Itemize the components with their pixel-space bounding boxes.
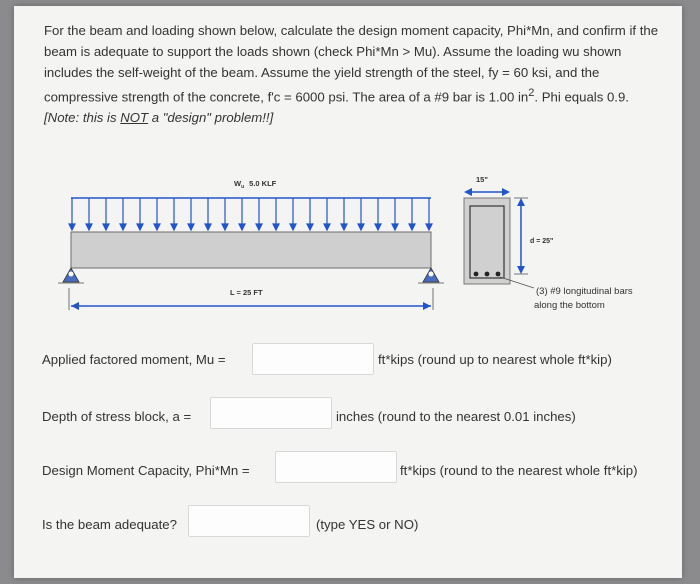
problem-text: For the beam and loading shown below, calculate the design moment capacity, Phi*Mn, and confirm if the beam is adequate to support the loads shown (check Phi*Mn > Mu). Assume the loading wu shown includes the self-weight of the beam. Assume the yield strength of the steel, fy = 60 ksi, and the compressive strength of the concrete, f'c = 6000 psi. The area of a #9 bar is 1.00 in (44, 23, 659, 105)
right-support (418, 268, 444, 283)
span-label: L = 25 FT (230, 288, 263, 297)
width-dimension (464, 188, 510, 196)
note-end: a "design" problem!!] (148, 110, 274, 126)
left-support (58, 268, 84, 283)
stress-block-input[interactable] (210, 397, 332, 429)
cross-section (464, 198, 510, 284)
capacity-unit: ft*kips (round to the nearest whole ft*kip) (400, 463, 638, 478)
capacity-input[interactable] (275, 451, 397, 483)
depth-label: d = 25" (530, 238, 554, 245)
moment-unit: ft*kips (round up to nearest whole ft*kip) (378, 352, 612, 367)
adequacy-unit: (type YES or NO) (316, 517, 419, 532)
beam-figure (14, 6, 682, 336)
capacity-label: Design Moment Capacity, Phi*Mn = (42, 463, 250, 478)
depth-dimension (514, 198, 528, 274)
moment-input[interactable] (252, 343, 374, 375)
bars-note-line1: (3) #9 longitudinal bars (536, 286, 633, 297)
stress-block-label: Depth of stress block, a = (42, 409, 192, 424)
note-not: NOT (120, 110, 149, 126)
load-label: $W_u$ 5.0 KLF (234, 179, 277, 190)
beam (71, 232, 431, 268)
moment-label: Applied factored moment, Mu = (42, 352, 226, 367)
rebar-dots (474, 272, 501, 277)
bars-note-line2: along the bottom (534, 300, 605, 311)
adequacy-label: Is the beam adequate? (42, 517, 177, 532)
width-label: 15" (476, 175, 488, 184)
note-start: [Note: this is (44, 110, 121, 126)
worksheet (14, 6, 682, 578)
problem-text-tail: . Phi equals 0.9. (534, 89, 629, 105)
superscript-two: 2 (528, 87, 535, 99)
load-arrows (69, 198, 432, 230)
adequacy-input[interactable] (188, 505, 310, 537)
stress-block-unit: inches (round to the nearest 0.01 inches) (336, 409, 576, 424)
